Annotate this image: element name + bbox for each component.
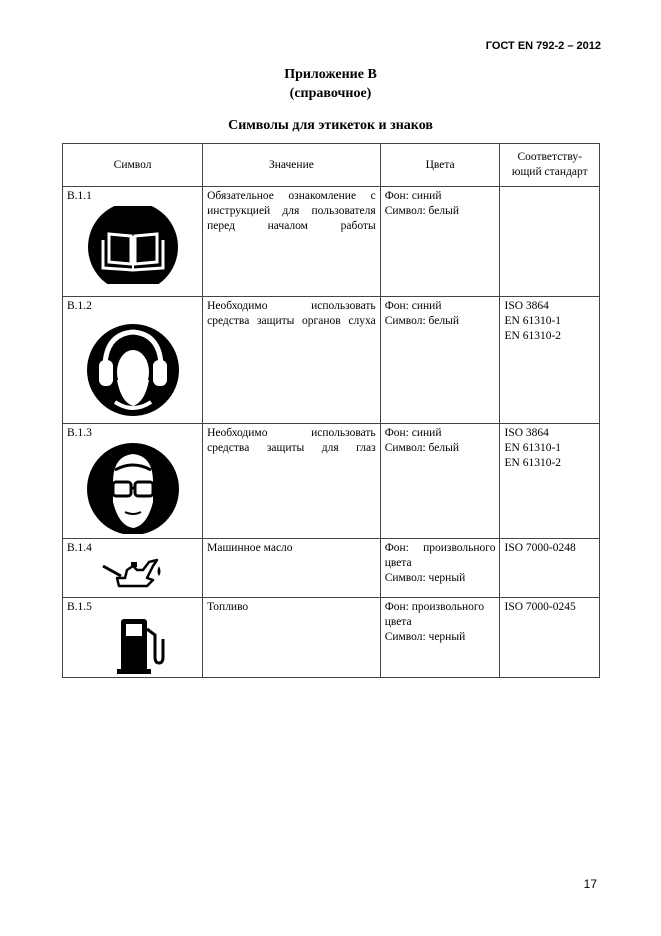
column-header-colors: Цвета [380, 144, 500, 187]
standard-item: ISO 3864 [504, 300, 549, 312]
symbol-cell [63, 539, 203, 598]
symbol-cell [63, 598, 203, 678]
meaning-cell: Необходимо использовать средства защиты для глаз [203, 424, 381, 539]
column-header-symbol: Символ [63, 144, 203, 187]
standard-item: EN 61310-1 [504, 442, 562, 454]
color-symbol: Символ: черный [384, 631, 466, 643]
book-manual-icon [67, 206, 187, 284]
standard-cell [500, 598, 600, 678]
annex-subtitle: (справочное) [289, 86, 372, 101]
column-header-standard: Соответству-ющий стандарт [500, 144, 600, 187]
fuel-pump-icon [67, 615, 187, 675]
meaning-cell: Машинное масло [203, 539, 381, 598]
table-row [63, 297, 600, 424]
color-background: Фон: произвольного цвета [384, 542, 496, 569]
table-row [63, 598, 600, 678]
meaning-cell: Необходимо использовать средства защиты органов слуха [203, 297, 381, 424]
standard-cell [500, 424, 600, 539]
color-background: Фон: произвольного цвета [384, 601, 485, 628]
standard-item: EN 61310-2 [504, 330, 562, 342]
meaning-cell: Топливо [203, 598, 381, 678]
color-background: Фон: синий [384, 300, 442, 312]
color-symbol: Символ: черный [384, 572, 466, 584]
standard-cell [500, 297, 600, 424]
symbol-cell [63, 424, 203, 539]
ear-protection-icon [67, 318, 187, 418]
column-header-meaning: Значение [203, 144, 381, 187]
colors-cell [380, 424, 500, 539]
symbol-code: В.1.1 [67, 190, 92, 202]
colors-cell [380, 187, 500, 297]
color-background: Фон: синий [384, 190, 442, 202]
meaning-cell: Обязательное ознакомление с инструкцией для пользователя перед началом работы [203, 187, 381, 297]
color-background: Фон: синий [384, 427, 442, 439]
symbol-cell [63, 297, 203, 424]
symbol-code: В.1.5 [67, 601, 92, 613]
colors-cell [380, 539, 500, 598]
table-header-row [63, 144, 600, 187]
color-symbol: Символ: белый [384, 442, 459, 454]
colors-cell [380, 297, 500, 424]
document-code: ГОСТ EN 792-2 – 2012 [485, 40, 601, 52]
color-symbol: Символ: белый [384, 205, 459, 217]
table-caption: Символы для этикеток и знаков [228, 118, 433, 133]
table-row [63, 187, 600, 297]
standard-item: EN 61310-2 [504, 457, 562, 469]
symbol-code: В.1.2 [67, 300, 92, 312]
symbols-table [62, 143, 600, 678]
standard-item: ISO 7000-0245 [504, 601, 576, 613]
color-symbol: Символ: белый [384, 315, 459, 327]
symbol-cell [63, 187, 203, 297]
standard-item: ISO 3864 [504, 427, 549, 439]
annex-title: Приложение В [284, 67, 377, 82]
page-number: 17 [583, 877, 597, 891]
eye-protection-icon [67, 442, 187, 534]
symbol-code: В.1.3 [67, 427, 92, 439]
oil-can-icon [67, 556, 187, 592]
standard-item: ISO 7000-0248 [504, 542, 576, 554]
standard-cell [500, 539, 600, 598]
standard-item: EN 61310-1 [504, 315, 562, 327]
table-row [63, 539, 600, 598]
table-row [63, 424, 600, 539]
symbol-code: В.1.4 [67, 542, 92, 554]
colors-cell [380, 598, 500, 678]
standard-cell [500, 187, 600, 297]
